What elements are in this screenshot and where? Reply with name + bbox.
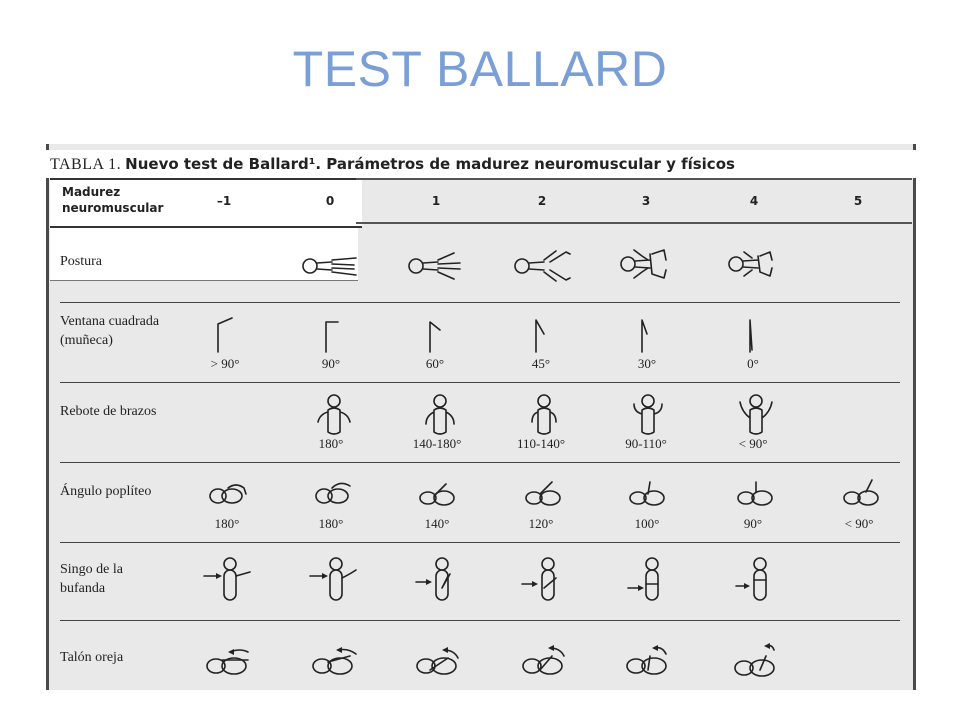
bufanda-figure-0 bbox=[304, 554, 364, 604]
row-separator-1 bbox=[60, 302, 900, 303]
bufanda-figure-1 bbox=[410, 554, 470, 604]
rebote-value-3: 90-110° bbox=[625, 436, 667, 451]
header-rule-top bbox=[356, 178, 912, 180]
rebote-figure-4 bbox=[734, 392, 778, 438]
caption-label: TABLA 1. bbox=[50, 156, 122, 173]
talon-figure-m1 bbox=[204, 640, 256, 680]
row-separator-3 bbox=[60, 462, 900, 463]
rebote-value-2: 110-140° bbox=[516, 436, 566, 451]
angulo-figure-0 bbox=[312, 474, 356, 510]
ventana-figure-0 bbox=[314, 314, 354, 354]
ventana-value-2: 45° bbox=[531, 356, 551, 371]
ballard-table-scan bbox=[46, 144, 916, 690]
bufanda-figure-4 bbox=[728, 554, 788, 604]
rebote-figure-3 bbox=[626, 392, 670, 438]
col-head-1: 1 bbox=[431, 194, 441, 208]
row-label-bufanda: Singo de la bufanda bbox=[60, 562, 123, 596]
ventana-value-0: 90° bbox=[321, 356, 341, 371]
row-separator-2 bbox=[60, 382, 900, 383]
angulo-value-1: 140° bbox=[424, 516, 450, 531]
rebote-value-0: 180° bbox=[318, 436, 344, 451]
angulo-figure-m1 bbox=[206, 474, 250, 510]
row-label-rebote: Rebote de brazos bbox=[60, 404, 157, 419]
talon-figure-0 bbox=[310, 640, 362, 680]
angulo-figure-2 bbox=[522, 474, 566, 510]
col-head-m1: –1 bbox=[216, 194, 232, 208]
postura-figure-4 bbox=[722, 244, 786, 284]
scan-right-border bbox=[913, 144, 916, 690]
row-separator-5 bbox=[60, 620, 900, 621]
row-label-talon: Talón oreja bbox=[60, 650, 124, 665]
ventana-value-4: 0° bbox=[747, 356, 759, 371]
postura-figure-0 bbox=[298, 248, 362, 284]
angulo-figure-4 bbox=[734, 474, 778, 510]
bufanda-figure-3 bbox=[620, 554, 680, 604]
row-separator-4 bbox=[60, 542, 900, 543]
postura-figure-1 bbox=[404, 248, 468, 284]
ventana-figure-3 bbox=[630, 314, 670, 354]
talon-figure-4 bbox=[732, 640, 784, 680]
angulo-value-m1: 180° bbox=[214, 516, 240, 531]
angulo-value-5: < 90° bbox=[844, 516, 874, 531]
angulo-figure-3 bbox=[626, 474, 670, 510]
angulo-value-3: 100° bbox=[634, 516, 660, 531]
ventana-value-1: 60° bbox=[425, 356, 445, 371]
angulo-value-4: 90° bbox=[743, 516, 763, 531]
col-head-0: 0 bbox=[325, 194, 335, 208]
talon-figure-3 bbox=[624, 640, 676, 680]
col-head-2: 2 bbox=[537, 194, 547, 208]
bufanda-figure-m1 bbox=[198, 554, 258, 604]
ventana-figure-1 bbox=[418, 314, 458, 354]
slide-title: TEST BALLARD bbox=[292, 41, 668, 97]
table-caption bbox=[46, 150, 916, 178]
rebote-value-4: < 90° bbox=[738, 436, 768, 451]
col-head-3: 3 bbox=[641, 194, 651, 208]
rebote-figure-2 bbox=[522, 392, 566, 438]
row-label-angulo: Ángulo poplíteo bbox=[60, 484, 152, 499]
rebote-value-1: 140-180° bbox=[412, 436, 462, 451]
bufanda-figure-2 bbox=[516, 554, 576, 604]
angulo-value-0: 180° bbox=[318, 516, 344, 531]
talon-figure-2 bbox=[520, 640, 572, 680]
ventana-figure-4 bbox=[738, 314, 778, 354]
ventana-value-m1: > 90° bbox=[210, 356, 240, 371]
header-rule-bottom bbox=[356, 222, 912, 224]
angulo-value-2: 120° bbox=[528, 516, 554, 531]
angulo-figure-1 bbox=[416, 474, 460, 510]
talon-figure-1 bbox=[414, 640, 466, 680]
postura-figure-2 bbox=[510, 248, 574, 284]
ventana-figure-2 bbox=[524, 314, 564, 354]
postura-figure-3 bbox=[614, 244, 678, 284]
col-head-5: 5 bbox=[853, 194, 863, 208]
scan-left-border bbox=[46, 144, 49, 690]
row-label-ventana: Ventana cuadrada (muñeca) bbox=[60, 314, 160, 348]
angulo-figure-5 bbox=[840, 474, 884, 510]
rebote-figure-0 bbox=[312, 392, 356, 438]
rebote-figure-1 bbox=[418, 392, 462, 438]
row-label-postura: Postura bbox=[60, 254, 102, 269]
ventana-value-3: 30° bbox=[637, 356, 657, 371]
ventana-figure-m1 bbox=[206, 314, 246, 354]
col-head-4: 4 bbox=[749, 194, 759, 208]
caption-title: Nuevo test de Ballard¹. Parámetros de madurez neuromuscular y físicos bbox=[125, 155, 735, 173]
header-title: Madurez neuromuscular bbox=[62, 185, 164, 215]
